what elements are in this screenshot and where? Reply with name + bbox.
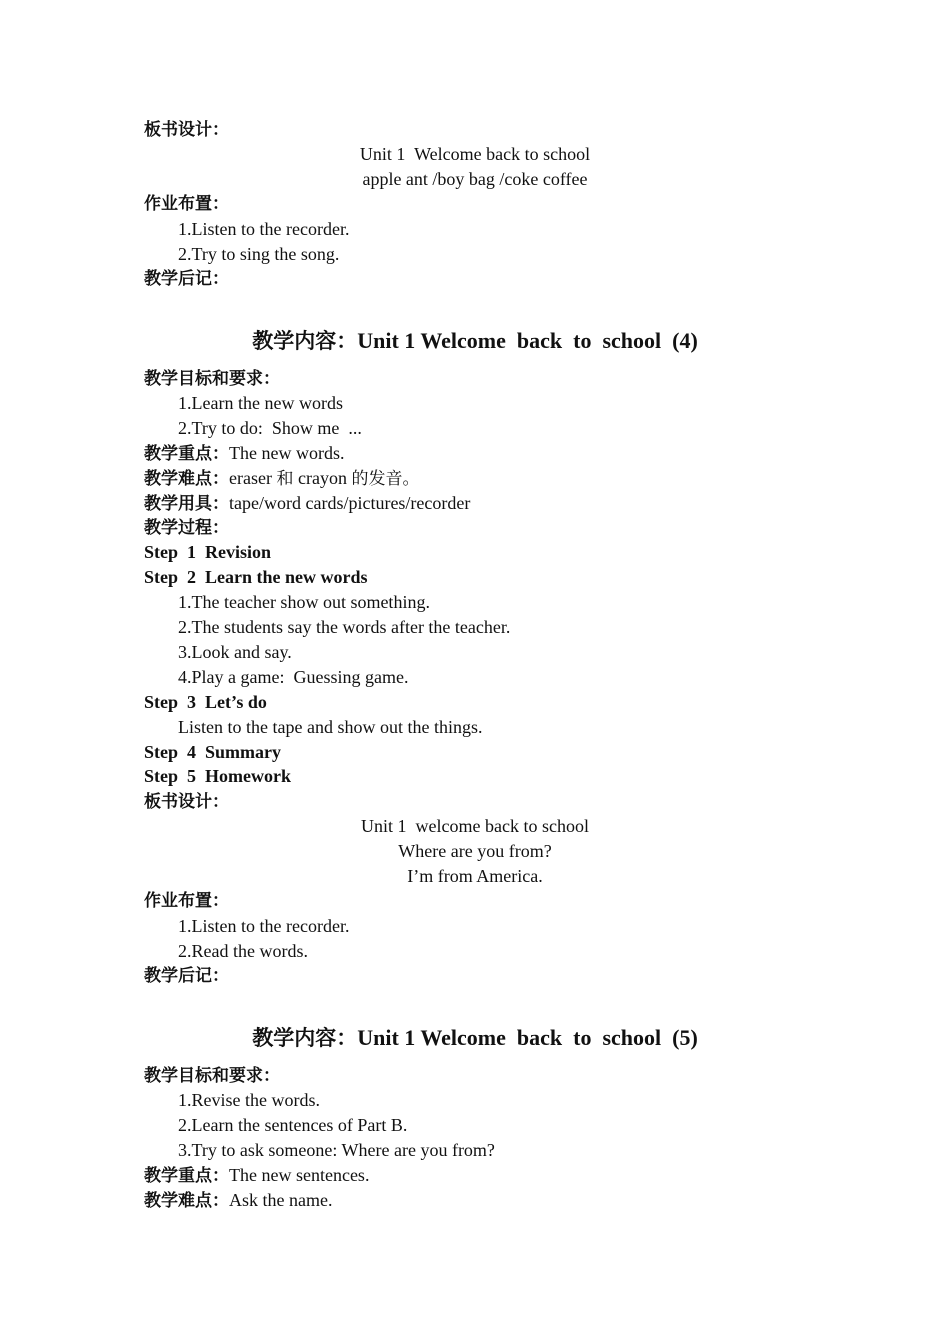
process-label: 教学过程： xyxy=(144,518,229,538)
step-heading: Step 3 Let’s do xyxy=(144,692,267,712)
board-line: Unit 1 welcome back to school xyxy=(361,816,589,836)
step-heading: Step 1 Revision xyxy=(144,542,272,562)
board-line: Where are you from? xyxy=(398,841,552,861)
key-point-label: 教学重点： xyxy=(144,444,229,464)
homework-item: 1.Listen to the recorder. xyxy=(178,219,350,239)
step-item: 3.Look and say. xyxy=(178,642,292,662)
homework-label: 作业布置： xyxy=(144,194,229,214)
difficulty-text-part: 的发音。 xyxy=(351,469,420,489)
difficulty-row xyxy=(144,466,419,491)
tools-row xyxy=(144,491,470,516)
difficulty-text-part: eraser xyxy=(229,468,277,488)
goal-item: 2.Try to do: Show me ... xyxy=(178,418,362,438)
lesson-title-zh: 教学内容： xyxy=(252,1026,358,1050)
goal-item: 1.Learn the new words xyxy=(178,393,343,413)
difficulty-text-part: 和 xyxy=(276,469,294,489)
goal-item: 2.Learn the sentences of Part B. xyxy=(178,1115,408,1135)
difficulty-text: Ask the name. xyxy=(229,1190,333,1210)
homework-item: 2.Read the words. xyxy=(178,941,308,961)
homework-label: 作业布置： xyxy=(144,891,229,911)
difficulty-text-part: crayon xyxy=(293,468,352,488)
step-heading: Step 2 Learn the new words xyxy=(144,567,368,587)
board-line: I’m from America. xyxy=(407,866,543,886)
goals-label: 教学目标和要求： xyxy=(144,1066,280,1086)
board-design-label: 板书设计： xyxy=(144,792,229,812)
step-item: 1.The teacher show out something. xyxy=(178,592,430,612)
key-point-label: 教学重点： xyxy=(144,1166,229,1186)
key-point-row xyxy=(144,1163,369,1188)
reflection-label: 教学后记： xyxy=(144,269,229,289)
board-line: apple ant /boy bag /coke coffee xyxy=(362,169,588,189)
difficulty-row xyxy=(144,1188,332,1213)
lesson-title xyxy=(0,326,950,356)
step-heading: Step 5 Homework xyxy=(144,766,291,786)
goal-item: 3.Try to ask someone: Where are you from? xyxy=(178,1140,495,1160)
step-item: 4.Play a game: Guessing game. xyxy=(178,667,409,687)
key-point-row xyxy=(144,441,344,466)
step-item: Listen to the tape and show out the things. xyxy=(178,717,483,737)
step-heading: Step 4 Summary xyxy=(144,742,282,762)
reflection-label: 教学后记： xyxy=(144,966,229,986)
lesson-title-en: Unit 1 Welcome back to school (5) xyxy=(357,1025,698,1050)
difficulty-label: 教学难点： xyxy=(144,1191,229,1211)
homework-item: 1.Listen to the recorder. xyxy=(178,916,350,936)
key-point-text: The new words. xyxy=(229,443,345,463)
key-point-text: The new sentences. xyxy=(229,1165,370,1185)
lesson-title xyxy=(0,1023,950,1053)
homework-item: 2.Try to sing the song. xyxy=(178,244,340,264)
tools-label: 教学用具： xyxy=(144,494,229,514)
goal-item: 1.Revise the words. xyxy=(178,1090,320,1110)
board-line: Unit 1 Welcome back to school xyxy=(359,144,591,164)
goals-label: 教学目标和要求： xyxy=(144,369,280,389)
tools-text: tape/word cards/pictures/recorder xyxy=(229,493,471,513)
lesson-title-zh: 教学内容： xyxy=(252,329,358,353)
difficulty-label: 教学难点： xyxy=(144,469,229,489)
lesson-title-en: Unit 1 Welcome back to school (4) xyxy=(357,328,698,353)
step-item: 2.The students say the words after the teacher. xyxy=(178,617,511,637)
board-design-label: 板书设计： xyxy=(144,120,229,140)
